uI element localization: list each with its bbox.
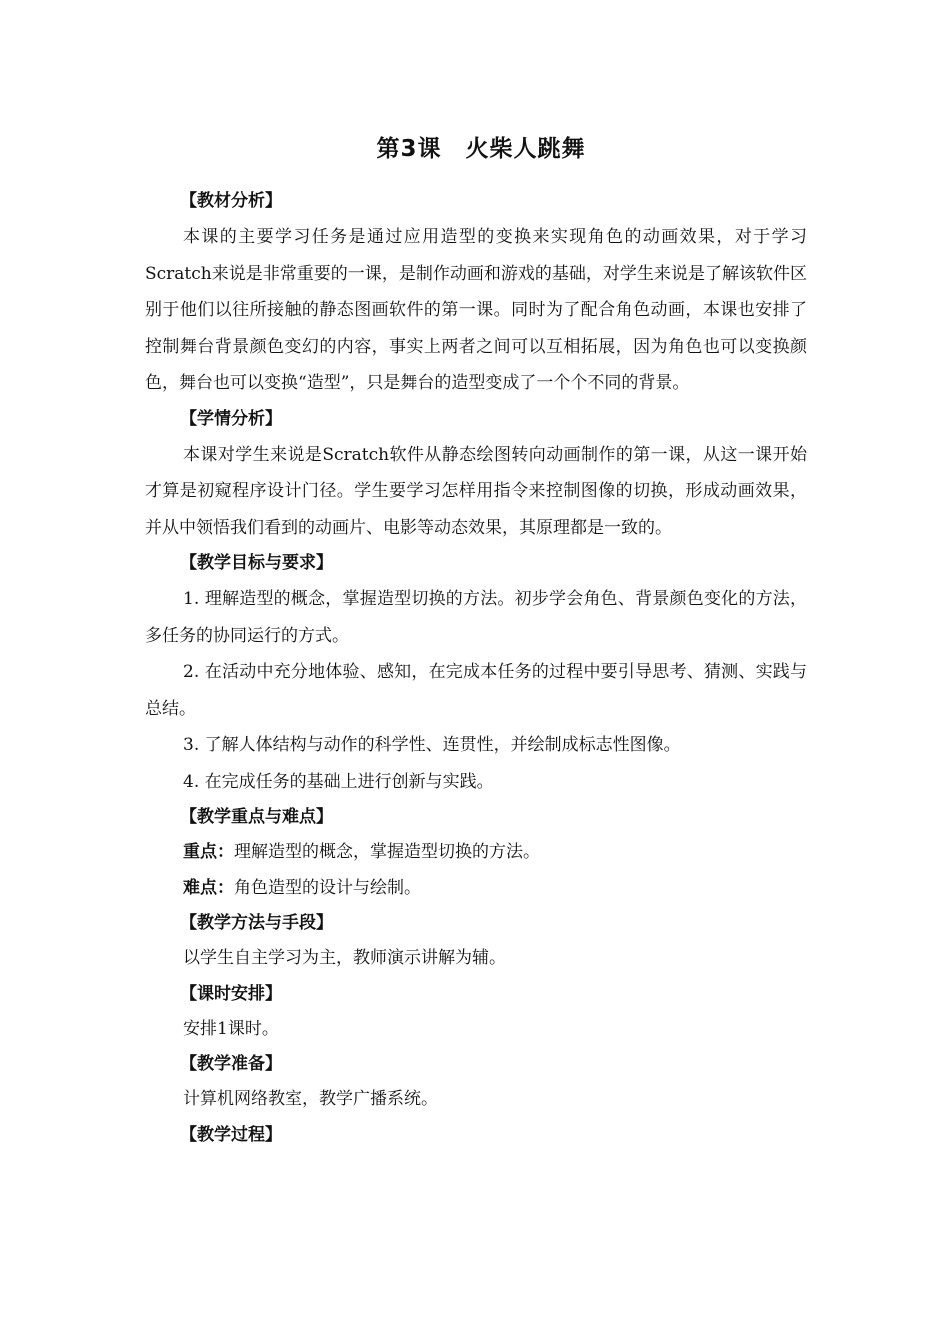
goal-item-2: 2. 在活动中充分地体验、感知，在完成本任务的过程中要引导思考、猜测、实践与总结。 [145,662,807,719]
section-heading-students: 【学情分析】 [180,408,282,429]
students-paragraph: 本课对学生来说是Scratch软件从静态绘图转向动画制作的第一课，从这一课开始才算是初窥程序设计门径。学生要学习怎样用指令来控制图像的切换，形成动画效果，并从中领悟我们看到的动画片、电影等动态效果，其原理都是一致的。 [145,444,807,538]
section-heading-schedule: 【课时安排】 [180,983,282,1004]
section-heading-preparation: 【教学准备】 [180,1054,282,1074]
section-heading-process: 【教学过程】 [180,1124,282,1145]
focus-difficulty-label: 难点： [183,877,234,898]
focus-key-label: 重点： [183,842,234,862]
focus-difficulty-text: 角色造型的设计与绘制。 [234,877,421,898]
focus-difficulty-line [145,871,807,907]
schedule-text: 安排1课时。 [183,1018,279,1039]
section-heading-methods: 【教学方法与手段】 [180,913,333,933]
lesson-title: 第3课 火柴人跳舞 [376,136,586,162]
section-heading-focus: 【教学重点与难点】 [180,807,333,827]
analysis-paragraph: 本课的主要学习任务是通过应用造型的变换来实现角色的动画效果，对于学习Scratch来说是非常重要的一课，是制作动画和游戏的基础，对学生来说是了解该软件区别于他们以往所接触的静态图画软件的第一课。同时为了配合角色动画，本课也安排了控制舞台背景颜色变幻的内容，事实上两者之间可以互相拓展，因为角色也可以变换颜色，舞台也可以变换“造型”，只是舞台的造型变成了一个个不同的背景。 [145,227,807,393]
goal-item-4: 4. 在完成任务的基础上进行创新与实践。 [183,771,494,792]
preparation-text: 计算机网络教室，教学广播系统。 [183,1089,438,1109]
document-body [145,132,807,1153]
methods-text: 以学生自主学习为主，教师演示讲解为辅。 [183,948,506,968]
section-heading-analysis: 【教材分析】 [180,191,282,211]
focus-key-text: 理解造型的概念，掌握造型切换的方法。 [234,842,540,862]
focus-key-line [145,835,807,871]
goal-item-3: 3. 了解人体结构与动作的科学性、连贯性，并绘制成标志性图像。 [183,735,681,755]
section-heading-goals: 【教学目标与要求】 [180,553,333,573]
goal-item-1: 1. 理解造型的概念，掌握造型切换的方法。初步学会角色、背景颜色变化的方法，多任务的协同运行的方式。 [145,589,807,646]
